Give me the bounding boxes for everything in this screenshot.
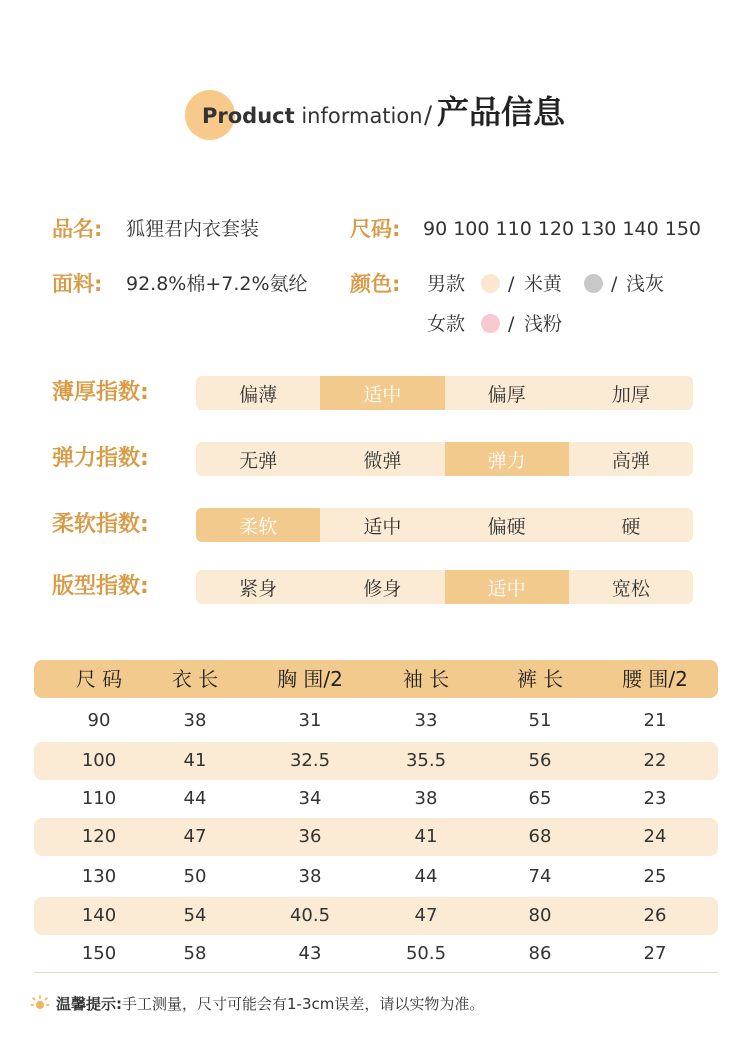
table-cell-top-length: 44 [183, 788, 207, 809]
softness-index-label: 柔软指数: [52, 512, 149, 537]
thickness-option: 偏厚 [487, 383, 526, 406]
table-header-sleeve: 袖 长 [402, 667, 450, 691]
color-slash: / [508, 273, 515, 295]
color-name-pink: 浅粉 [524, 313, 563, 335]
table-cell-pants-length: 56 [528, 750, 552, 771]
tip-label: 温馨提示: [56, 995, 122, 1013]
color-swatch-beige [481, 274, 500, 293]
table-bottom-divider [34, 972, 718, 973]
fit-index-label: 版型指数: [52, 574, 149, 599]
female-style-label: 女款 [427, 313, 466, 335]
softness-option: 硬 [621, 515, 641, 538]
table-cell-waist: 23 [643, 788, 667, 809]
table-cell-chest: 43 [298, 943, 322, 964]
elasticity-option: 弹力 [445, 442, 569, 476]
table-cell-pants-length: 80 [528, 905, 552, 926]
fit-index-bar [196, 570, 693, 604]
table-header-waist: 腰 围/2 [622, 667, 688, 691]
softness-option: 偏硬 [487, 515, 526, 538]
fit-option: 紧身 [239, 577, 278, 600]
thickness-option: 加厚 [611, 383, 650, 406]
table-cell-size: 100 [81, 750, 117, 771]
table-cell-waist: 24 [643, 826, 667, 847]
table-cell-waist: 21 [643, 710, 667, 731]
softness-index-bar [196, 508, 693, 542]
fabric-label: 面料: [52, 272, 103, 296]
table-cell-size: 120 [81, 826, 117, 847]
table-cell-waist: 25 [643, 866, 667, 887]
color-slash: / [611, 273, 618, 295]
elasticity-option: 无弹 [239, 449, 278, 472]
sun-icon [30, 994, 50, 1014]
table-cell-chest: 40.5 [289, 905, 331, 926]
table-cell-chest: 32.5 [289, 750, 331, 771]
fabric-value: 92.8%棉+7.2%氨纶 [126, 273, 308, 295]
product-name-value: 狐狸君内衣套装 [126, 218, 260, 240]
table-header-size: 尺 码 [75, 667, 123, 691]
softness-option: 柔软 [196, 508, 320, 542]
table-cell-top-length: 47 [183, 826, 207, 847]
elasticity-index-bar [196, 442, 693, 476]
thickness-index-bar [196, 376, 693, 410]
table-header-pants-length: 裤 长 [516, 667, 564, 691]
male-style-label: 男款 [427, 273, 466, 295]
fit-option: 修身 [363, 577, 402, 600]
table-cell-size: 130 [81, 866, 117, 887]
color-swatch-pink [481, 314, 500, 333]
table-cell-waist: 22 [643, 750, 667, 771]
table-cell-sleeve: 33 [414, 710, 438, 731]
size-label: 尺码: [350, 217, 401, 241]
table-cell-pants-length: 65 [528, 788, 552, 809]
header-title-en [202, 102, 423, 130]
table-cell-sleeve: 44 [414, 866, 438, 887]
header-slash: / [424, 101, 433, 129]
color-label: 颜色: [350, 272, 401, 296]
table-cell-sleeve: 35.5 [405, 750, 447, 771]
table-header-chest: 胸 围/2 [277, 667, 343, 691]
thickness-index-label: 薄厚指数: [52, 380, 149, 405]
tip-text [56, 992, 484, 1016]
table-cell-pants-length: 68 [528, 826, 552, 847]
size-value: 90 100 110 120 130 140 150 [423, 218, 702, 240]
color-name-gray: 浅灰 [626, 273, 665, 295]
thickness-option: 偏薄 [239, 383, 278, 406]
header-title-en-light: information [294, 104, 423, 128]
table-cell-pants-length: 51 [528, 710, 552, 731]
table-cell-top-length: 50 [183, 866, 207, 887]
header-title-cn: 产品信息 [437, 93, 566, 131]
fit-option: 宽松 [611, 577, 650, 600]
table-cell-chest: 34 [298, 788, 322, 809]
elasticity-option: 高弹 [611, 449, 650, 472]
table-cell-chest: 36 [298, 826, 322, 847]
table-cell-waist: 26 [643, 905, 667, 926]
table-cell-sleeve: 38 [414, 788, 438, 809]
tip-content: 手工测量，尺寸可能会有1-3cm误差，请以实物为准。 [122, 995, 485, 1013]
header-title-en-bold: Product [202, 104, 295, 128]
table-cell-waist: 27 [643, 943, 667, 964]
table-cell-chest: 31 [298, 710, 322, 731]
softness-option: 适中 [363, 515, 402, 538]
fit-option: 适中 [445, 570, 569, 604]
table-cell-pants-length: 74 [528, 866, 552, 887]
product-name-label: 品名: [52, 217, 103, 241]
table-cell-sleeve: 41 [414, 826, 438, 847]
elasticity-option: 微弹 [363, 449, 402, 472]
table-cell-top-length: 58 [183, 943, 207, 964]
color-name-beige: 米黄 [524, 273, 563, 295]
table-header-top-length: 衣 长 [171, 667, 219, 691]
elasticity-index-label: 弹力指数: [52, 446, 149, 471]
table-cell-size: 150 [81, 943, 117, 964]
table-cell-sleeve: 47 [414, 905, 438, 926]
table-cell-size: 140 [81, 905, 117, 926]
table-cell-top-length: 54 [183, 905, 207, 926]
table-cell-size: 110 [81, 788, 117, 809]
table-cell-chest: 38 [298, 866, 322, 887]
color-slash: / [508, 313, 515, 335]
table-cell-top-length: 38 [183, 710, 207, 731]
table-cell-sleeve: 50.5 [405, 943, 447, 964]
color-swatch-gray [584, 274, 603, 293]
thickness-option: 适中 [320, 376, 444, 410]
table-cell-size: 90 [87, 710, 111, 731]
table-cell-pants-length: 86 [528, 943, 552, 964]
table-cell-top-length: 41 [183, 750, 207, 771]
